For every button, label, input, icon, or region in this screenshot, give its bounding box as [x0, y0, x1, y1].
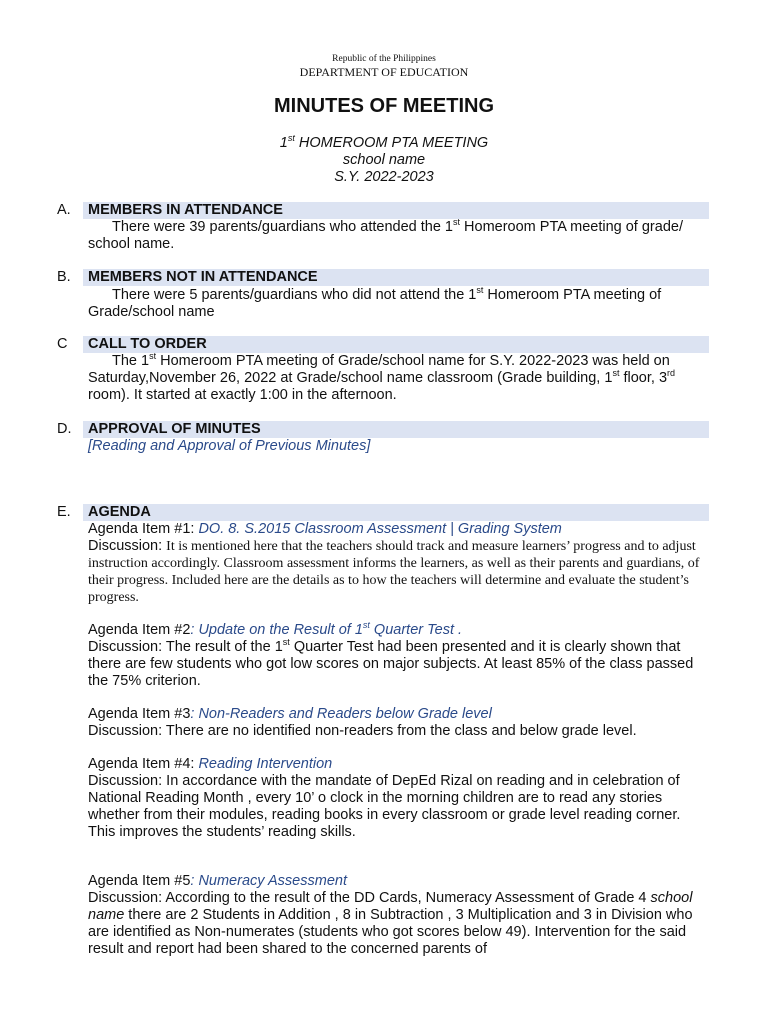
agenda-item-5 [88, 873, 708, 958]
agenda-discussion: Discussion: According to the result of the DD Cards, Numeracy Assessment of Grade 4 school name there are 2 Students in Addition , 8 in Subtraction , 3 Multiplication and 3 in Division who are identified as Non-numerates (students who got scores below 49). Intervention for the said result and report had been shared to the concerned parents of [88, 890, 693, 957]
agenda-item-title: Agenda Item #4: Reading Intervention [88, 756, 333, 772]
section-letter: E. [57, 504, 71, 520]
agenda-discussion: Discussion: There are no identified non-readers from the class and below grade level. [88, 723, 637, 739]
section-heading: MEMBERS NOT IN ATTENDANCE [83, 269, 709, 286]
agenda-discussion: Discussion: In accordance with the mandate of DepEd Rizal on reading and in celebration of National Reading Month , every 10’ o clock in the morning children are to read any stories whether from their modules, reading books in every classroom or grade level reading corner. This improves the students’ reading skills. [88, 773, 681, 840]
section-heading: MEMBERS IN ATTENDANCE [83, 202, 709, 219]
section-c-text: The 1st Homeroom PTA meeting of Grade/school name for S.Y. 2022-2023 was held on Saturday,November 26, 2022 at Grade/school name classroom (Grade building, 1st floor, 3rd room). It started at exactly 1:00 in the afternoon. [88, 351, 676, 403]
section-letter: B. [57, 269, 71, 285]
department-line: DEPARTMENT OF EDUCATION [299, 65, 469, 79]
section-heading: CALL TO ORDER [83, 336, 709, 353]
section-letter: C [57, 336, 68, 352]
agenda-item-3 [88, 706, 708, 740]
section-a-text: There were 39 parents/guardians who attended the 1st Homeroom PTA meeting of grade/ school name. [88, 217, 683, 252]
agenda-discussion: Discussion: The result of the 1st Quarter Test had been presented and it is clearly shown that there are few students who got low scores on major subjects. At least 85% of the class passed the 75% criterion. [88, 637, 694, 689]
agenda-item-1 [88, 521, 708, 606]
agenda-item-4 [88, 756, 708, 841]
agenda-item-title: Agenda Item #3: Non-Readers and Readers below Grade level [88, 706, 492, 722]
agenda-item-title: Agenda Item #2: Update on the Result of 1st Quarter Test . [88, 620, 463, 638]
section-letter: A. [57, 202, 71, 218]
section-letter: D. [57, 421, 72, 437]
section-b-text: There were 5 parents/guardians who did not attend the 1st Homeroom PTA meeting of Grade/school name [88, 285, 662, 320]
agenda-item-2 [88, 622, 708, 690]
section-d-note: [Reading and Approval of Previous Minutes] [88, 438, 371, 454]
section-heading: APPROVAL OF MINUTES [83, 421, 709, 438]
document-title: MINUTES OF MEETING [274, 95, 494, 117]
agenda-discussion: Discussion: It is mentioned here that the teachers should track and measure learners’ progress and to adjust instruction accordingly. Classroom assessment informs the learners, as well as their parents and guardians, of their progress. Included here are the details as to how the teachers will determine and evaluate the student’s progress. [88, 538, 700, 605]
agenda-item-title: Agenda Item #5: Numeracy Assessment [88, 873, 347, 889]
school-name: school name [342, 152, 426, 168]
school-year: S.Y. 2022-2023 [334, 169, 434, 185]
agenda-item-title: Agenda Item #1: DO. 8. S.2015 Classroom Assessment | Grading System [88, 521, 562, 537]
section-heading: AGENDA [83, 504, 709, 521]
republic-line: Republic of the Philippines [332, 54, 436, 64]
meeting-name: 1st HOMEROOM PTA MEETING [279, 133, 489, 151]
